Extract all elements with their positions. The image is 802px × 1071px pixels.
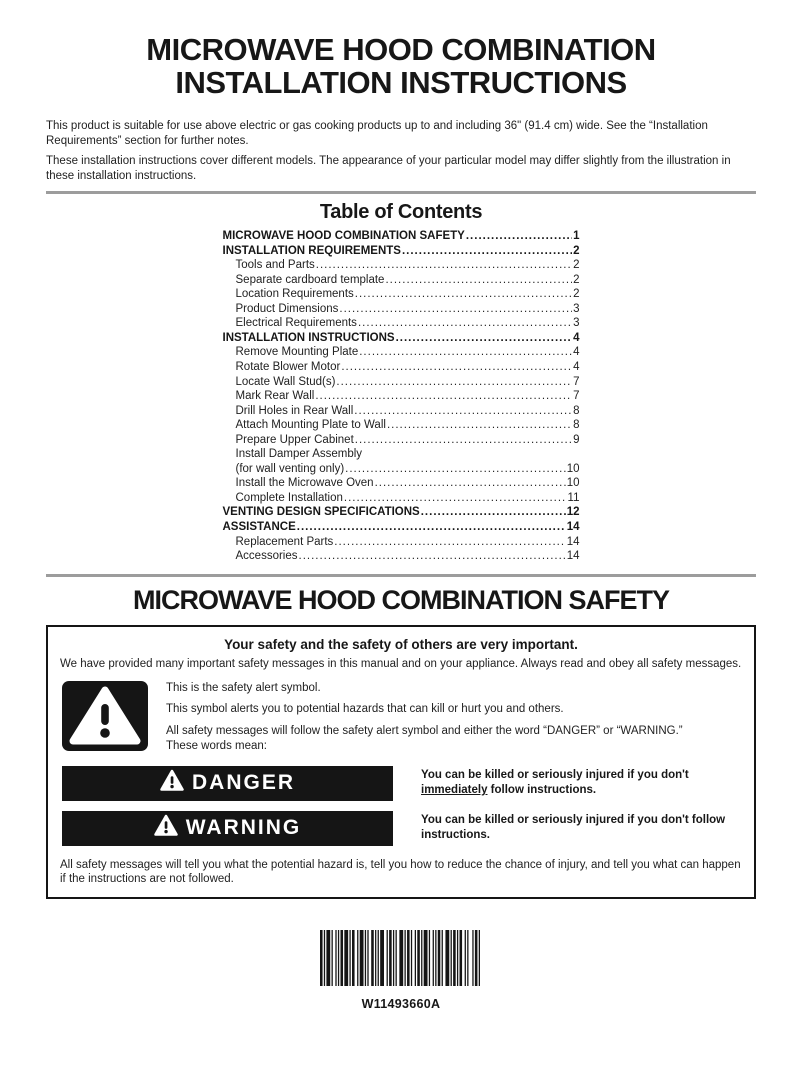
toc-item-label: Install Damper Assembly [235, 448, 363, 461]
toc-page-number: 12 [566, 506, 580, 519]
document-title-line1: MICROWAVE HOOD COMBINATION [146, 32, 656, 67]
toc-item-label: Location Requirements [235, 288, 354, 301]
toc-item-label: (for wall venting only) [235, 462, 345, 475]
toc-page-number: 11 [567, 491, 580, 504]
alert-line-2: This symbol alerts you to potential hazards that can kill or hurt you and others. [166, 703, 564, 716]
section-divider-safety [46, 574, 756, 577]
section-divider-top [46, 191, 756, 194]
toc-leader-dots [387, 418, 572, 433]
toc-leader-dots [355, 433, 572, 448]
toc-item [223, 331, 580, 346]
toc-item [223, 447, 580, 462]
toc-page-number: 2 [573, 244, 580, 257]
toc-page-number: 3 [573, 317, 580, 330]
toc-leader-dots [315, 389, 572, 404]
toc-page-number: 14 [566, 535, 580, 548]
toc-title: Table of Contents [319, 201, 483, 224]
alert-line-4: These words mean: [166, 740, 267, 753]
toc-item [223, 433, 580, 448]
toc-leader-dots [421, 505, 566, 520]
intro-paragraph-2: These installation instructions cover different models. The appearance of your particular model may differ slightly from the illustration in these installation instructions. [46, 155, 731, 182]
toc-item-label: Attach Mounting Plate to Wall [235, 419, 386, 432]
danger-triangle-icon [160, 769, 184, 797]
toc-leader-dots [297, 520, 566, 535]
toc-item [223, 491, 580, 506]
toc-item-label: INSTALLATION REQUIREMENTS [222, 244, 401, 257]
toc-item [223, 520, 580, 535]
toc-item-label: Complete Installation [235, 491, 343, 504]
toc-item-label: Locate Wall Stud(s) [235, 375, 336, 388]
barcode-part-number: W11493660A [361, 997, 441, 1012]
toc-item [223, 345, 580, 360]
toc-item [223, 316, 580, 331]
toc-item-label: VENTING DESIGN SPECIFICATIONS [222, 506, 420, 519]
toc-leader-dots [396, 331, 573, 346]
toc-item-label: Install the Microwave Oven [235, 477, 374, 490]
toc-item-label: Product Dimensions [235, 302, 339, 315]
toc-item [223, 258, 580, 273]
toc-leader-dots [402, 244, 572, 259]
toc-item-label: Mark Rear Wall [235, 390, 315, 403]
danger-desc-pre: You can be killed or seriously injured if you don't [421, 768, 689, 781]
toc-page-number: 2 [573, 259, 580, 272]
toc-item-label: Electrical Requirements [235, 317, 357, 330]
toc-page-number: 10 [566, 477, 580, 490]
toc-page-number: 7 [573, 375, 580, 388]
toc-item [223, 404, 580, 419]
document-title-line2: INSTALLATION INSTRUCTIONS [175, 64, 627, 100]
toc-item [223, 375, 580, 390]
warning-description: You can be killed or seriously injured if you don't follow instructions. [421, 813, 726, 841]
danger-desc-post: follow instructions. [487, 783, 597, 796]
toc-item [223, 302, 580, 317]
toc-leader-dots [345, 462, 566, 477]
toc-page-number: 7 [573, 390, 580, 403]
toc-item [223, 229, 580, 244]
toc-page-number: 9 [573, 433, 580, 446]
danger-banner-label: DANGER [191, 771, 295, 795]
toc-item-label: Tools and Parts [235, 259, 315, 272]
safety-alert-text [166, 681, 683, 755]
toc-page-number: 4 [573, 331, 580, 344]
toc-page-number: 4 [573, 360, 580, 373]
toc-item [223, 389, 580, 404]
warning-row [62, 811, 742, 846]
toc-page-number: 2 [573, 273, 580, 286]
danger-description [421, 766, 742, 798]
intro-section [46, 119, 756, 183]
toc-list [223, 229, 580, 564]
toc-item [223, 476, 580, 491]
safety-box-intro: We have provided many important safety messages in this manual and on your appliance. Always read and obey all safety messages. [60, 657, 742, 670]
safety-box-title: Your safety and the safety of others are very important. [224, 636, 578, 652]
toc-leader-dots [341, 360, 572, 375]
warning-triangle-icon [154, 814, 178, 842]
danger-row [62, 766, 742, 801]
toc-item-label: ASSISTANCE [222, 520, 296, 533]
barcode-section [46, 930, 756, 1011]
toc-item-label: Separate cardboard template [235, 273, 385, 286]
toc-leader-dots [299, 549, 566, 564]
barcode-image [320, 930, 483, 986]
toc-leader-dots [355, 287, 572, 302]
toc-item [223, 418, 580, 433]
toc-leader-dots [354, 404, 572, 419]
toc-leader-dots [336, 375, 572, 390]
toc-item [223, 462, 580, 477]
toc-page-number: 4 [573, 346, 580, 359]
toc-page-number: 14 [566, 520, 580, 533]
intro-paragraph-1: This product is suitable for use above electric or gas cooking products up to and including 36" (91.4 cm) wide. See the “Installation Requirements” section for further notes. [46, 120, 708, 147]
alert-line-3: All safety messages will follow the safety alert symbol and either the word “DANGER” or “WARNING.” [166, 725, 683, 738]
toc-item-label: Remove Mounting Plate [235, 346, 359, 359]
toc-item [223, 535, 580, 550]
toc-leader-dots [344, 491, 567, 506]
toc-item [223, 273, 580, 288]
toc-item-label: MICROWAVE HOOD COMBINATION SAFETY [222, 230, 465, 243]
safety-footer-text: All safety messages will tell you what the potential hazard is, tell you how to reduce the chance of injury, and tell you what can happen if the instructions are not followed. [60, 858, 741, 886]
toc-item-label: Rotate Blower Motor [235, 360, 341, 373]
toc-item [223, 287, 580, 302]
toc-item-label: Drill Holes in Rear Wall [235, 404, 354, 417]
toc-leader-dots [339, 302, 572, 317]
safety-alert-icon [62, 681, 148, 756]
toc-item-label: Accessories [235, 550, 298, 563]
document-page [0, 34, 802, 1011]
toc-page-number: 1 [573, 230, 580, 243]
safety-box [46, 625, 756, 900]
toc-leader-dots [466, 229, 572, 244]
toc-page-number: 8 [573, 404, 580, 417]
toc-leader-dots [316, 258, 572, 273]
toc-item-label: Replacement Parts [235, 535, 334, 548]
toc-page-number: 8 [573, 419, 580, 432]
toc-page-number: 14 [566, 550, 580, 563]
toc-leader-dots [375, 476, 566, 491]
document-title [46, 34, 756, 99]
toc-item [223, 360, 580, 375]
warning-banner [62, 811, 393, 846]
warning-banner-label: WARNING [185, 816, 302, 840]
safety-alert-row [62, 681, 742, 756]
toc-item-label: Prepare Upper Cabinet [235, 433, 354, 446]
alert-line-1: This is the safety alert symbol. [166, 681, 321, 694]
toc-leader-dots [359, 345, 572, 360]
toc-page-number: 3 [573, 302, 580, 315]
toc-item [223, 549, 580, 564]
danger-desc-underlined: immediately [421, 783, 488, 796]
toc-item [223, 244, 580, 259]
toc-page-number: 10 [566, 462, 580, 475]
safety-section-title: MICROWAVE HOOD COMBINATION SAFETY [133, 584, 669, 615]
toc-item [223, 505, 580, 520]
toc-leader-dots [358, 316, 572, 331]
toc-item-label: INSTALLATION INSTRUCTIONS [222, 331, 395, 344]
toc-page-number: 2 [573, 288, 580, 301]
danger-banner [62, 766, 393, 801]
toc-leader-dots [334, 535, 565, 550]
toc-leader-dots [385, 273, 572, 288]
